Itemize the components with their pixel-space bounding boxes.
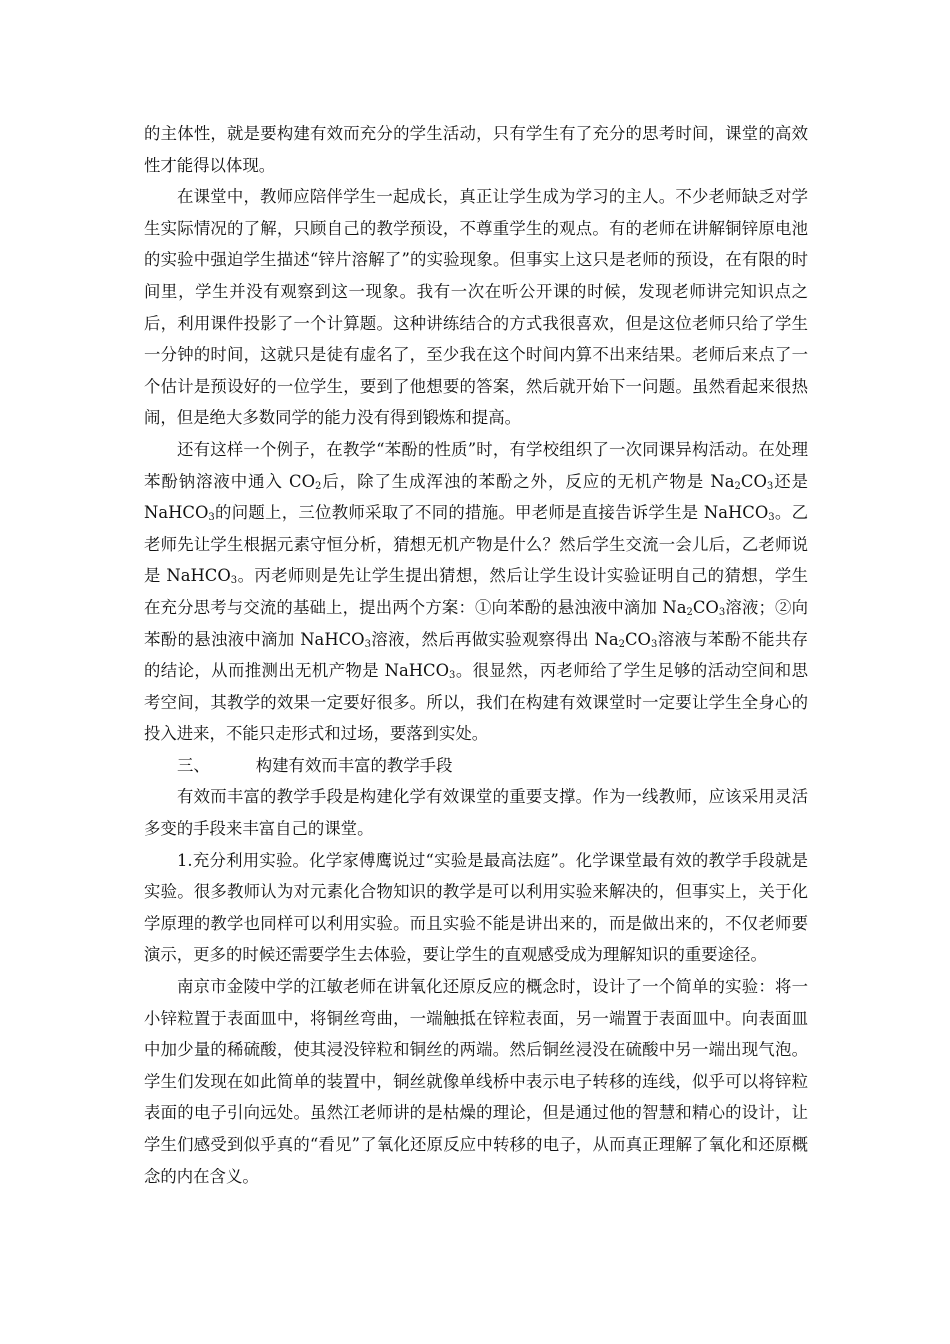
p3-text-f: 。丙老师则是先让学生提出猜想，然后让学生设计实验证明自己的猜想，学生在充分思考与交流的基础上，提出两个方案：①向苯酚的悬浊液中滴加 Na [144, 566, 808, 617]
section-heading [144, 750, 808, 782]
p3-text-b: 后，除了生成浑浊的苯酚之外，反应的无机产物是 Na [321, 471, 735, 491]
paragraph-2: 在课堂中，教师应陪伴学生一起成长，真正让学生成为学习的主人。不少老师缺乏对学生实际情况的了解，只顾自己的教学预设，不尊重学生的观点。有的老师在讲解铜锌原电池的实验中强迫学生描述“锌片溶解了”的实验现象。但事实上这只是老师的预设，在有限的时间里，学生并没有观察到这一现象。我有一次在听公开课的时候，发现老师讲完知识点之后，利用课件投影了一个计算题。这种讲练结合的方式我很喜欢，但是这位老师只给了学生一分钟的时间，这就只是徒有虚名了，至少我在这个时间内算不出来结果。老师后来点了一个估计是预设好的一位学生，要到了他想要的答案，然后就开始下一问题。虽然看起来很热闹，但是绝大多数同学的能力没有得到锻炼和提高。 [144, 187, 808, 428]
subscript-3: 3 [718, 606, 726, 618]
paragraph-1: 的主体性，就是要构建有效而充分的学生活动，只有学生有了充分的思考时间，课堂的高效性才能得以体现。 [144, 124, 808, 175]
subscript-3: 3 [768, 512, 775, 524]
subscript-3: 3 [766, 480, 774, 492]
paragraph-6: 南京市金陵中学的江敏老师在讲氧化还原反应的概念时，设计了一个简单的实验：将一小锌粒置于表面皿中，将铜丝弯曲，一端触抵在锌粒表面，另一端置于表面皿中。向表面皿中加少量的稀硫酸，使其浸没锌粒和铜丝的两端。然后铜丝浸没在硫酸中另一端出现气泡。学生们发现在如此简单的装置中，铜丝就像单线桥中表示电子转移的连线，似乎可以将锌粒表面的电子引向远处。虽然江老师讲的是枯燥的理论，但是通过他的智慧和精心的设计，让学生们感受到似乎真的“看见”了氧化还原反应中转移的电子，从而真正理解了氧化和还原概念的内在含义。 [144, 977, 808, 1186]
subscript-3: 3 [449, 670, 456, 682]
subscript-2: 2 [686, 606, 693, 618]
p3-text-i: 溶液与苯酚不能共存的结论，从而推测出无机产物是 NaHCO [144, 629, 809, 681]
subscript-3: 3 [230, 575, 238, 587]
p3-text-e: 。乙老师先让学生根据元素守恒分析，猜想无机产物是什么？然后学生交流一会儿后，乙老师说是 NaHCO [144, 503, 808, 586]
subscript-2: 2 [315, 480, 322, 492]
document-body [144, 118, 808, 1192]
subscript-3: 3 [208, 512, 215, 524]
paragraph-5: 1.充分利用实验。化学家傅鹰说过“实验是最高法庭”。化学课堂最有效的教学手段就是实验。很多教师认为对元素化合物知识的教学是可以利用实验来解决的，但事实上，关于化学原理的教学也同样可以利用实验。而且实验不能是讲出来的，而是做出来的，不仅老师要演示，更多的时候还需要学生去体验，要让学生的直观感受成为理解知识的重要途径。 [144, 850, 808, 965]
subscript-2: 2 [734, 480, 741, 492]
p3-text-c: 还是 NaHCO [144, 471, 808, 523]
subscript-3: 3 [364, 638, 371, 650]
subscript-2: 2 [618, 638, 625, 650]
paragraph-4: 有效而丰富的教学手段是构建化学有效课堂的重要支撑。作为一线教师，应该采用灵活多变的手段来丰富自己的课堂。 [144, 787, 808, 839]
p3-text-j: 。很显然，丙老师给了学生足够的活动空间和思考空间，其教学的效果一定要好很多。所以，我们在构建有效课堂时一定要让学生全身心的投入进来，不能只走形式和过场，要落到实处。 [144, 661, 808, 744]
p3-text-d: 的问题上，三位教师采取了不同的措施。甲老师是直接告诉学生是 NaHCO [214, 503, 769, 523]
p3-text-h: 溶液，然后再做实验观察得出 Na [370, 629, 619, 649]
paragraph-3: 还有这样一个例子，在教学“苯酚的性质”时，有学校组织了一次同课异构活动。在处理苯酚钠溶液中通入 $CO_2$后，除了生成浑浊的苯酚之外，反应的无机产物是 $Na_2CO_3$还是 NaHCO$_3$的问题上，三位教师采取了不同的措施。甲老师是直接告诉学生是 NaHCO$_3$。乙老师先让学生根据元素守恒分析，猜想无机产物是什么？然后学生交流一会儿后，乙老师说是 NaHCO$_3$。丙老师则是先让学生提出猜想，然后让学生设计实验证明自己的猜想，学生在充分思考与交流的基础上，提出两个方案：①向苯酚的悬浊液中滴加 $Na_2CO_3$溶液；②向苯酚的悬浊液中滴加 NaHCO$_3$溶液，然后再做实验观察得出 $Na_2CO_3$溶液与苯酚不能共存的结论，从而推测出无机产物是 NaHCO$_3$。很显然，丙老师给了学生足够的活动空间和思考空间，其教学的效果一定要好很多。所以，我们在构建有效课堂时一定要让学生全身心的投入进来，不能只走形式和过场，要落到实处。 [144, 439, 809, 744]
p3-text-a: 还有这样一个例子，在教学“苯酚的性质”时，有学校组织了一次同课异构活动。在处理苯酚钠溶液中通入 CO [144, 439, 808, 491]
subscript-3: 3 [650, 638, 658, 650]
section-title: 构建有效而丰富的教学手段 [255, 755, 453, 775]
section-number: 三、 [177, 755, 210, 775]
p3-text-g: 溶液；②向苯酚的悬浊液中滴加 NaHCO [144, 597, 808, 649]
